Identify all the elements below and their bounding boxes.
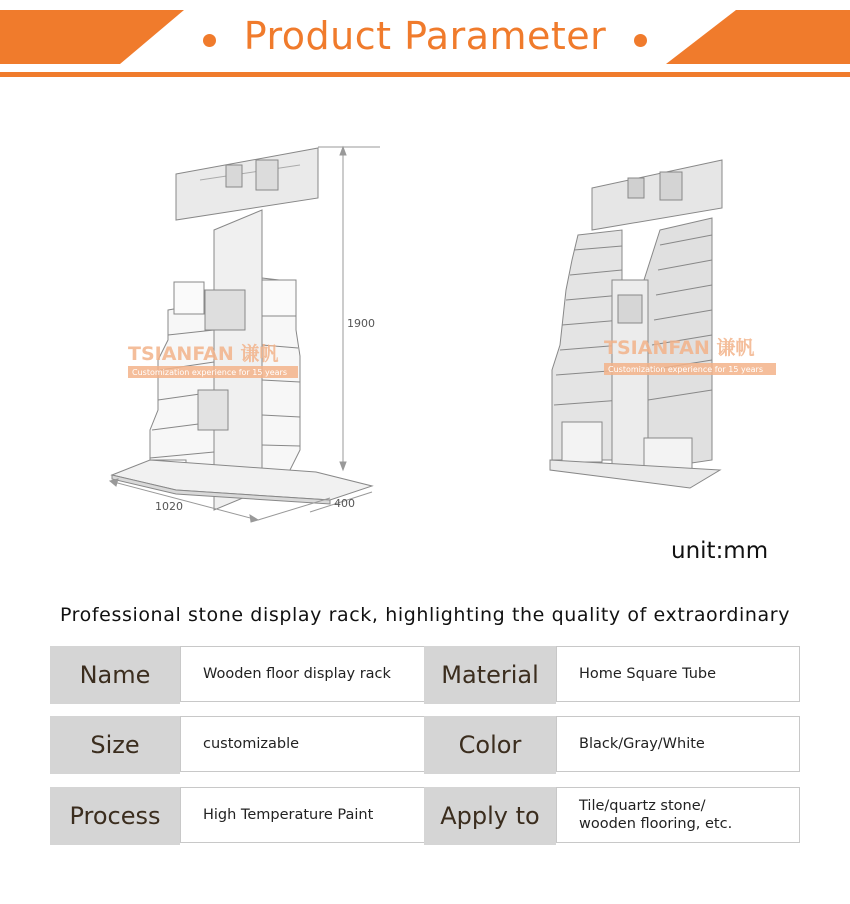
param-key: Name	[50, 646, 180, 704]
watermark-brand-right: TSIANFAN 谦帆	[604, 337, 755, 359]
rack-drawings	[0, 130, 850, 530]
header-banner	[0, 0, 850, 82]
dimension-depth: 400	[334, 497, 355, 510]
param-value: Wooden floor display rack	[180, 646, 425, 702]
param-value: Home Square Tube	[556, 646, 800, 702]
param-key: Process	[50, 787, 180, 845]
param-key: Material	[424, 646, 556, 704]
dimension-height: 1900	[347, 317, 375, 330]
param-row	[50, 716, 800, 774]
param-row	[50, 787, 800, 845]
rack-drawing-left	[112, 148, 372, 510]
param-key: Apply to	[424, 787, 556, 845]
page-title: Product Parameter	[243, 14, 607, 58]
rack-drawing-right	[550, 160, 722, 488]
product-illustration	[0, 130, 850, 530]
param-key: Size	[50, 716, 180, 774]
param-key: Color	[424, 716, 556, 774]
param-row	[50, 646, 800, 704]
dimension-width: 1020	[155, 500, 183, 513]
watermark-brand-left: TSIANFAN 谦帆	[128, 343, 279, 365]
watermark-slogan-right: Customization experience for 15 years	[608, 365, 764, 374]
unit-label: unit:mm	[671, 538, 769, 564]
param-value: Tile/quartz stone/ wooden flooring, etc.	[556, 787, 800, 843]
param-value: customizable	[180, 716, 425, 772]
tagline: Professional stone display rack, highlighting the quality of extraordinary	[59, 604, 791, 626]
watermark-slogan-left: Customization experience for 15 years	[132, 368, 288, 377]
param-value: High Temperature Paint	[180, 787, 425, 843]
bullet-dot-right	[634, 34, 647, 47]
param-value: Black/Gray/White	[556, 716, 800, 772]
